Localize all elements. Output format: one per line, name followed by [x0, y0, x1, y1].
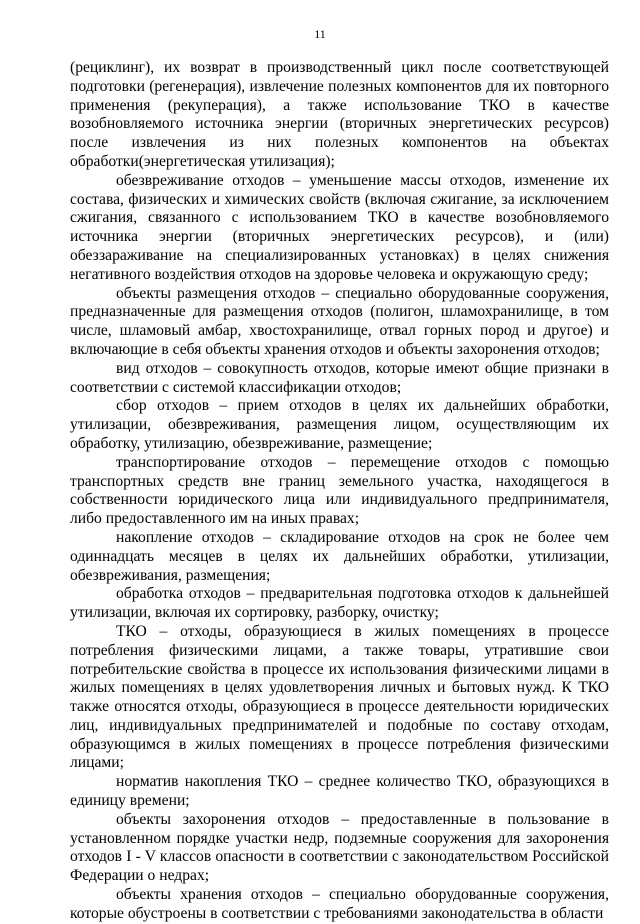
paragraph-definition: обработка отходов – предварительная подготовка отходов к дальнейшей утилизации, включая их сортировку, разборку, очистку;: [70, 585, 609, 622]
page-number: 11: [314, 27, 326, 41]
paragraph-definition: объекты захоронения отходов – предоставленные в пользование в установленном порядке участки недр, подземные сооружения для захоронения отходов I - V классов опасности в соответствии с законодательством Российской Федерации о недрах;: [70, 810, 609, 885]
paragraph-definition: ТКО – отходы, образующиеся в жилых помещениях в процессе потребления физическими лицами, а также товары, утратившие свои потребительские свойства в процессе их использования физическими лицами в жилых помещениях в целях удовлетворения личных и бытовых нужд. К ТКО также относятся отходы, образующиеся в процессе деятельности юридических лиц, индивидуальных предпринимателей и подобные по составу отходам, образующимся в жилых помещениях в процессе потребления физическими лицами;: [70, 622, 609, 772]
paragraph-definition: сбор отходов – прием отходов в целях их дальнейших обработки, утилизации, обезвреживания, размещения лицом, осуществляющим их обработку, утилизацию, обезвреживание, размещение;: [70, 397, 609, 452]
paragraph-definition: транспортирование отходов – перемещение отходов с помощью транспортных средств вне границ земельного участка, находящегося в собственности юридического лица или индивидуального предпринимателя, либо предоставленного им на иных правах;: [70, 453, 609, 528]
paragraph-definition: обезвреживание отходов – уменьшение массы отходов, изменение их состава, физических и химических свойств (включая сжигание, за исключением сжигания, связанного с использованием ТКО в качестве возобновляемого источника энергии (вторичных энергетических ресурсов), и (или) обеззараживание на специализированных установках) в целях снижения негативного воздействия отходов на здоровье человека и окружающую среду;: [70, 171, 609, 283]
paragraph-definition: вид отходов – совокупность отходов, которые имеют общие признаки в соответствии с системой классификации отходов;: [70, 359, 609, 396]
paragraph-definition: накопление отходов – складирование отходов на срок не более чем одиннадцать месяцев в целях их дальнейших обработки, утилизации, обезвреживания, размещения;: [70, 528, 609, 584]
paragraph-continuation: (рециклинг), их возврат в производственный цикл после соответствующей подготовки (регенерация), извлечение полезных компонентов для их повторного применения (рекуперация), а также использование ТКО в качестве возобновляемого источника энергии (вторичных энергетических ресурсов) после извлечения из них полезных компонентов на объектах обработки(энергетическая утилизация);: [70, 59, 609, 170]
paragraph-definition: норматив накопления ТКО – среднее количество ТКО, образующихся в единицу времени;: [70, 773, 609, 810]
paragraph-definition: объекты хранения отходов – специально оборудованные сооружения, которые обустроены в соответствии с требованиями законодательства в области: [70, 886, 609, 922]
document-body: [70, 59, 609, 924]
paragraph-definition: объекты размещения отходов – специально оборудованные сооружения, предназначенные для размещения отходов (полигон, шламохранилище, в том числе, шламовый амбар, хвостохранилище, отвал горных пород и другое) и включающие в себя объекты хранения отходов и объекты захоронения отходов;: [70, 284, 609, 358]
